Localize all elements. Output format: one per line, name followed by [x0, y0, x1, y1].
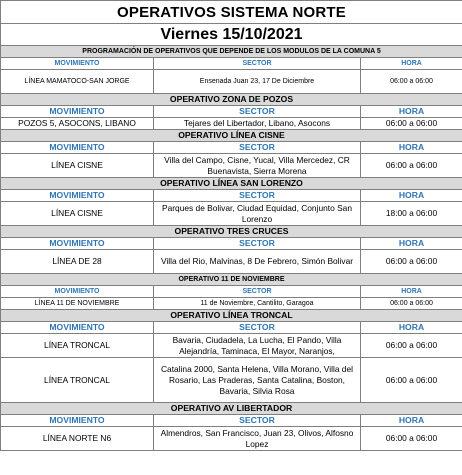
movimiento-header: MOVIMIENTO [1, 58, 154, 70]
hora-header: HORA [361, 58, 462, 70]
sector-cell: Tejares del Libertador, Libano, Asocons [154, 118, 361, 130]
sector-header: SECTOR [154, 142, 361, 154]
hora-cell: 06:00 a 06:00 [361, 298, 462, 310]
hora-cell: 06:00 a 06:00 [361, 250, 462, 274]
movimiento-cell: LÍNEA DE 28 [1, 250, 154, 274]
section-title: OPERATIVO LÍNEA SAN LORENZO [1, 178, 462, 190]
column-header-row [1, 58, 462, 70]
section-title: OPERATIVO AV LIBERTADOR [1, 403, 462, 415]
section-title: OPERATIVO ZONA DE POZOS [1, 94, 462, 106]
hora-header: HORA [361, 106, 462, 118]
hora-cell: 06:00 a 06:00 [361, 334, 462, 358]
section-header [1, 226, 462, 238]
column-header-row [1, 415, 462, 427]
hora-header: HORA [361, 415, 462, 427]
movimiento-header: MOVIMIENTO [1, 142, 154, 154]
hora-cell: 06:00 a 06:00 [361, 427, 462, 451]
sector-header: SECTOR [154, 322, 361, 334]
movimiento-header: MOVIMIENTO [1, 238, 154, 250]
section-header [1, 403, 462, 415]
movimiento-cell: LÍNEA MAMATOCO-SAN JORGE [1, 70, 154, 94]
section-title: OPERATIVO LÍNEA CISNE [1, 130, 462, 142]
column-header-row [1, 106, 462, 118]
sector-header: SECTOR [154, 106, 361, 118]
sector-cell: Catalina 2000, Santa Helena, Villa Morano, Villa del Rosario, Las Praderas, Santa Catalina, Boston, Bavaria, Silvia Rosa [154, 358, 361, 403]
table-row [1, 298, 462, 310]
movimiento-cell: LÍNEA CISNE [1, 154, 154, 178]
sector-header: SECTOR [154, 286, 361, 298]
sector-cell: Villa del Campo, Cisne, Yucal, Villa Mercedez, CR Buenavista, Sierra Morena [154, 154, 361, 178]
title-row [1, 1, 462, 24]
column-header-row [1, 142, 462, 154]
sector-cell: Almendros, San Francisco, Juan 23, Olivos, Alfosno Lopez [154, 427, 361, 451]
table-row [1, 358, 462, 403]
sector-header: SECTOR [154, 415, 361, 427]
table-row [1, 202, 462, 226]
sector-header: SECTOR [154, 238, 361, 250]
sector-cell: 11 de Noviembre, Cantilito, Garagoa [154, 298, 361, 310]
sector-cell: Villa del Rio, Malvinas, 8 De Febrero, Simón Bolivar [154, 250, 361, 274]
table-row [1, 334, 462, 358]
movimiento-cell: LÍNEA NORTE N6 [1, 427, 154, 451]
table-row [1, 427, 462, 451]
table-row [1, 118, 462, 130]
movimiento-header: MOVIMIENTO [1, 322, 154, 334]
movimiento-cell: LÍNEA 11 DE NOVIEMBRE [1, 298, 154, 310]
movimiento-header: MOVIMIENTO [1, 190, 154, 202]
document-title: OPERATIVOS SISTEMA NORTE [1, 1, 462, 24]
section-header [1, 178, 462, 190]
hora-header: HORA [361, 286, 462, 298]
sector-cell: Bavaria, Ciudadela, La Lucha, El Pando, Villa Alejandría, Taminaca, El Mayor, Naranjos, [154, 334, 361, 358]
movimiento-cell: LÍNEA TRONCAL [1, 358, 154, 403]
section-header [1, 46, 462, 58]
movimiento-header: MOVIMIENTO [1, 415, 154, 427]
movimiento-header: MOVIMIENTO [1, 106, 154, 118]
section-title: OPERATIVO LÍNEA TRONCAL [1, 310, 462, 322]
section-header [1, 310, 462, 322]
movimiento-cell: POZOS 5, ASOCONS, LIBANO [1, 118, 154, 130]
hora-cell: 06:00 a 06:00 [361, 358, 462, 403]
hora-header: HORA [361, 142, 462, 154]
column-header-row [1, 322, 462, 334]
hora-cell: 06:00 a 06:00 [361, 70, 462, 94]
section-header [1, 130, 462, 142]
movimiento-cell: LÍNEA CISNE [1, 202, 154, 226]
section-header [1, 274, 462, 286]
column-header-row [1, 286, 462, 298]
movimiento-cell: LÍNEA TRONCAL [1, 334, 154, 358]
hora-cell: 06:00 a 06:00 [361, 154, 462, 178]
table-row [1, 70, 462, 94]
hora-header: HORA [361, 238, 462, 250]
section-title: OPERATIVO TRES CRUCES [1, 226, 462, 238]
table-row [1, 154, 462, 178]
column-header-row [1, 190, 462, 202]
hora-cell: 18:00 a 06:00 [361, 202, 462, 226]
sector-header: SECTOR [154, 58, 361, 70]
section-title: OPERATIVO 11 DE NOVIEMBRE [1, 274, 462, 286]
sector-header: SECTOR [154, 190, 361, 202]
section-title: PROGRAMACIÓN DE OPERATIVOS QUE DEPENDE DE LOS MODULOS DE LA COMUNA 5 [1, 46, 462, 58]
hora-header: HORA [361, 322, 462, 334]
document-date: Viernes 15/10/2021 [1, 24, 462, 46]
column-header-row [1, 238, 462, 250]
sector-cell: Parques de Bolivar, Ciudad Equidad, Conjunto San Lorenzo [154, 202, 361, 226]
date-row [1, 24, 462, 46]
hora-cell: 06:00 a 06:00 [361, 118, 462, 130]
table-row [1, 250, 462, 274]
hora-header: HORA [361, 190, 462, 202]
sector-cell: Ensenada Juan 23, 17 De Diciembre [154, 70, 361, 94]
movimiento-header: MOVIMIENTO [1, 286, 154, 298]
section-header [1, 94, 462, 106]
